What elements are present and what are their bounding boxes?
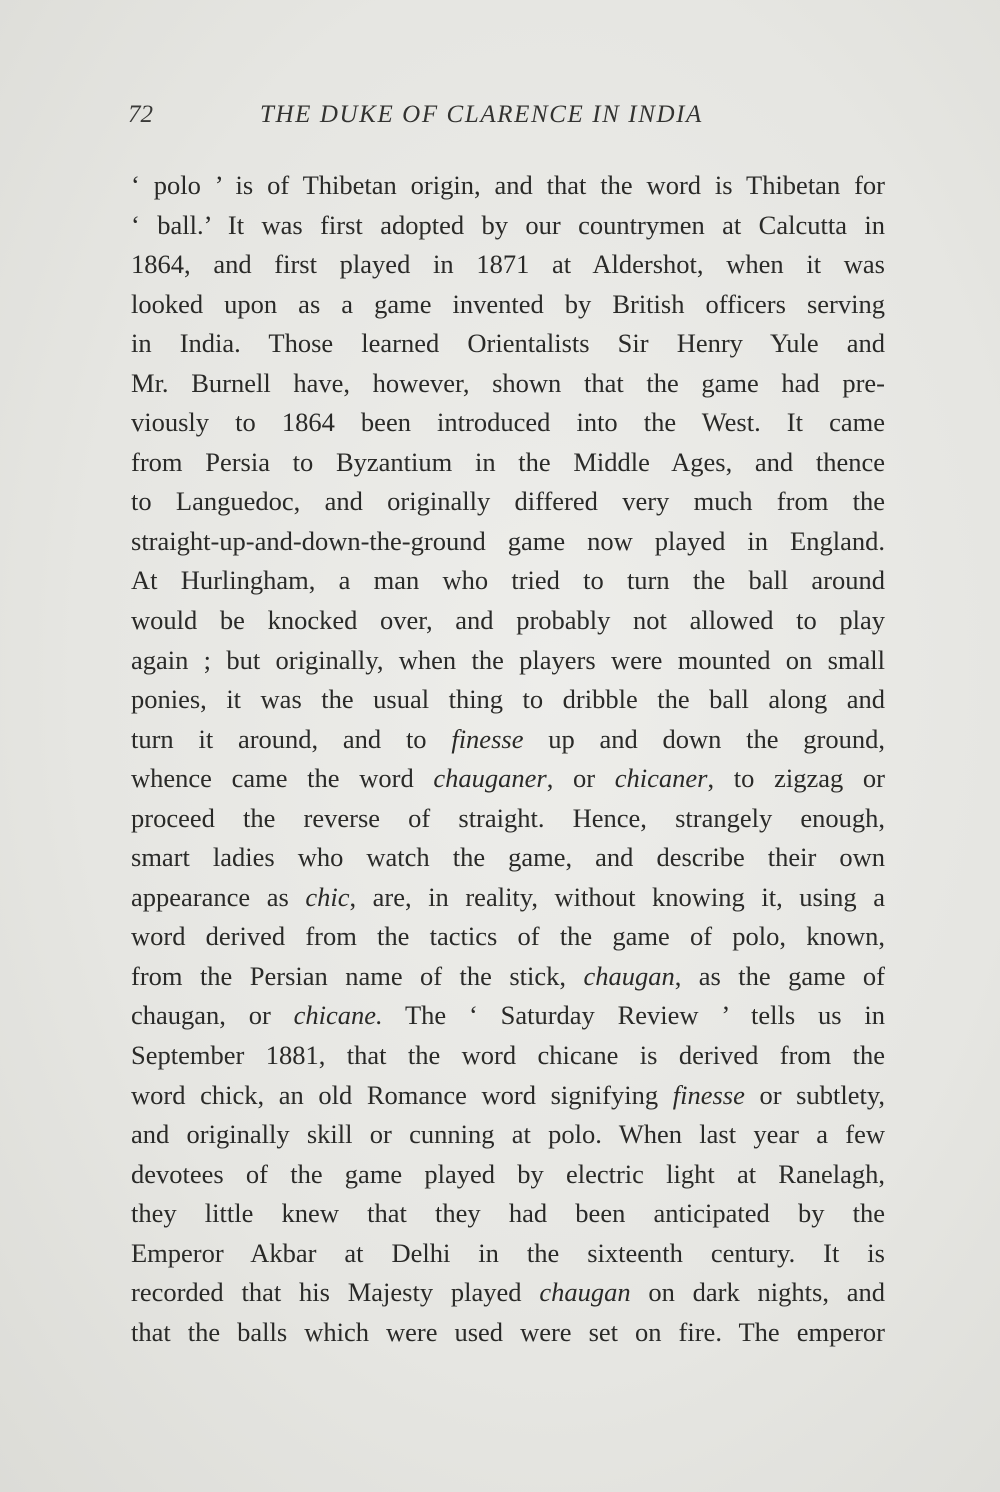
text-line [131,1076,885,1116]
text-line [131,1036,885,1076]
text-line [131,1313,885,1353]
text-run: straight-up-and-down-the-ground game now played in England. [131,525,885,556]
text-line [131,482,885,522]
text-run: from the Persian name of the stick, [131,960,584,991]
text-run: smart ladies who watch the game, and describe their own [131,842,885,873]
italic-text: chicaner [614,763,708,794]
text-run: or subtlety, [744,1079,885,1110]
italic-text: chicane. [293,1000,383,1031]
text-run: from Persia to Byzantium in the Middle Ages, and thence [131,446,885,477]
text-run: they little knew that they had been anticipated by the [131,1198,885,1229]
italic-text: chic [305,881,350,912]
text-run: would be knocked over, and probably not allowed to play [131,605,885,636]
text-line [131,324,885,364]
text-line [131,166,885,206]
text-run: recorded that his Majesty played [131,1277,540,1308]
text-run: turn it around, and to [131,723,452,754]
text-line [131,641,885,681]
text-run: appearance as [131,881,306,912]
italic-text: chaugan [583,960,675,991]
text-line [131,957,885,997]
text-run: proceed the reverse of straight. Hence, strangely enough, [131,802,885,833]
text-run: , to zigzag or [707,763,885,794]
italic-text: chaugan [539,1277,631,1308]
text-run: viously to 1864 been introduced into the West. It came [131,407,885,438]
text-run: 1864, and first played in 1871 at Aldershot, when it was [131,249,885,280]
text-line [131,878,885,918]
page-header [128,101,888,137]
text-line [131,720,885,760]
text-run: ‘ ball.’ It was first adopted by our countrymen at Calcutta in [131,209,885,240]
text-line [131,1194,885,1234]
running-title: THE DUKE OF CLARENCE IN INDIA [260,101,703,128]
text-line [131,1115,885,1155]
text-run: again ; but originally, when the players were mounted on small [131,644,885,675]
text-run: chaugan, or [131,1000,294,1031]
text-run: that the balls which were used were set on fire. The emperor [131,1316,885,1347]
text-run: devotees of the game played by electric light at Ranelagh, [131,1158,885,1189]
text-run: ponies, it was the usual thing to dribble the ball along and [131,684,885,715]
text-line [131,443,885,483]
text-run: whence came the word [131,763,434,794]
text-line [131,1234,885,1274]
text-line [131,561,885,601]
text-line [131,206,885,246]
text-line [131,838,885,878]
text-line [131,245,885,285]
text-run: word derived from the tactics of the game of polo, known, [131,921,885,952]
text-line [131,799,885,839]
body-text [131,166,885,1352]
text-run: , or [546,763,615,794]
italic-text: finesse [451,723,524,754]
text-line [131,917,885,957]
text-run: The ‘ Saturday Review ’ tells us in [382,1000,885,1031]
text-run: up and down the ground, [523,723,885,754]
text-line [131,1155,885,1195]
text-line [131,996,885,1036]
text-line [131,680,885,720]
text-run: in India. Those learned Orientalists Sir Henry Yule and [131,328,885,359]
text-run: ‘ polo ’ is of Thibetan origin, and that the word is Thibetan for [131,170,885,200]
text-line [131,285,885,325]
text-run: Mr. Burnell have, however, shown that the game had pre- [131,367,885,398]
italic-text: finesse [672,1079,745,1110]
text-run: , are, in reality, without knowing it, using a [349,881,885,912]
text-line [131,601,885,641]
text-run: and originally skill or cunning at polo. When last year a few [131,1119,885,1150]
text-run: At Hurlingham, a man who tried to turn the ball around [131,565,885,596]
text-run: , as the game of [674,960,885,991]
text-run: to Languedoc, and originally differed very much from the [131,486,885,517]
text-line [131,759,885,799]
text-line [131,522,885,562]
text-run: on dark nights, and [630,1277,885,1308]
text-run: Emperor Akbar at Delhi in the sixteenth century. It is [131,1237,885,1268]
italic-text: chauganer [433,763,547,794]
text-line [131,364,885,404]
text-line [131,1273,885,1313]
page-number: 72 [128,101,153,128]
text-run: looked upon as a game invented by British officers serving [131,288,885,319]
text-run: word chick, an old Romance word signifying [131,1079,673,1110]
text-run: September 1881, that the word chicane is derived from the [131,1040,885,1071]
text-line [131,403,885,443]
